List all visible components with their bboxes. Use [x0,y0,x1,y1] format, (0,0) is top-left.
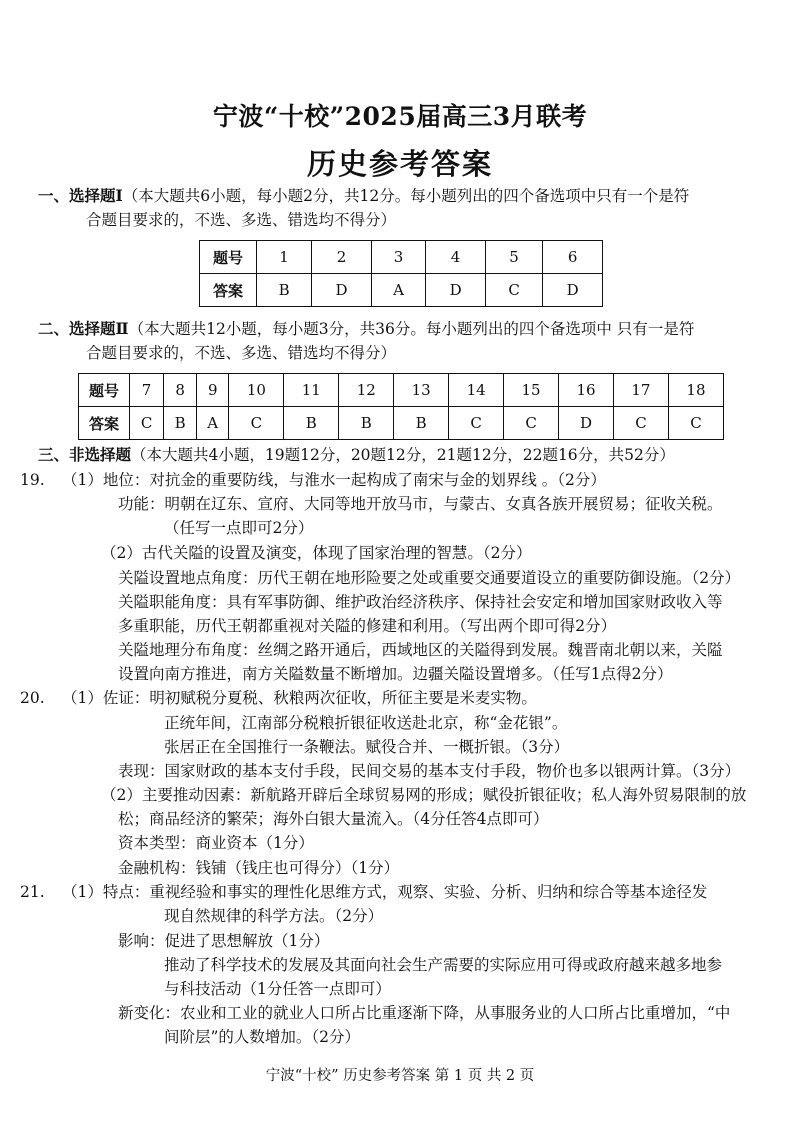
q20-line: 正统年间，江南部分税粮折银征收送赴北京，称“金花银”。 [164,714,568,732]
q21-line: 影响：促进了思想解放（1分） [118,932,330,950]
section2-line1 [38,317,694,341]
table-cell: 6 [543,241,603,274]
table-cell: 2 [312,241,372,274]
table-cell: C [130,407,164,440]
section3-desc: （本大题共4小题，19题12分，20题12分，21题12分，22题16分，共52分） [131,446,675,464]
table-row-numbers [79,374,724,407]
q21-line: 新变化：农业和工业的就业人口所占比重逐渐下降，从事服务业的人口所占比重增加，“中 [118,1004,731,1022]
table-cell: C [229,407,284,440]
q19-line: 关隘地理分布角度：丝绸之路开通后，西域地区的关隘得到发展。魏晋南北朝以来，关隘 [118,641,723,659]
table-cell: B [284,407,339,440]
section2-desc-2: 合题目要求的，不选、多选、错选均不得分） [86,344,397,362]
table-row-numbers [200,241,603,274]
q19-line: 关隘设置地点角度：历代王朝在地形险要之处或重要交通要道设立的重要防御设施。（2分） [118,569,741,587]
table-cell: 12 [339,374,394,407]
table-cell: 3 [371,241,425,274]
table-cell: C [485,274,542,307]
row-label-answer: 答案 [200,274,257,307]
q19-line: 多重职能，历代王朝都重视对关隘的修建和利用。（写出两个即可得2分） [118,617,617,635]
section1-desc-1: （本大题共6小题，每小题2分，共12分。每小题列出的四个备选项中只有一个是符 [122,187,690,205]
section3-heading: 三、非选择题 [38,445,132,464]
table-cell: 4 [426,241,486,274]
q21-line: 推动了科学技术的发展及其面向社会生产需要的实际应用可得或政府越来越多地参 [164,956,723,974]
q19-line: （2）古代关隘的设置及演变，体现了国家治理的智慧。（2分） [101,544,532,562]
table-cell: B [257,274,312,307]
page-title: 历史参考答案 [306,147,493,181]
table-cell: 15 [504,374,559,407]
section2-heading: 二、选择题Ⅱ [38,319,129,338]
q20-line: 资本类型：商业资本（1分） [118,834,314,852]
table-cell: 9 [197,374,229,407]
q21-line: （1）特点：重视经验和事实的理性化思维方式，观察、实验、分析、归纳和综合等基本途径发 [62,883,708,901]
q21-line: 与科技活动（1分任答一点即可） [164,980,391,998]
table-cell: B [164,407,197,440]
q21-line: 现自然规律的科学方法。（2分） [164,907,384,925]
section1-line1 [38,184,689,208]
table-cell: D [426,274,486,307]
table-cell: 11 [284,374,339,407]
q20-line: 表现：国家财政的基本支付手段，民间交易的基本支付手段，物价也多以银两计算。（3分） [118,762,741,780]
table-cell: 16 [559,374,614,407]
q19-line: （1）地位：对抗金的重要防线，与淮水一起构成了南宋与金的划界线 。（2分） [62,471,606,489]
table-cell: 8 [164,374,197,407]
question-19-number: 19. [20,471,45,489]
section3-line [38,443,675,467]
q21-line: 间阶层”的人数增加。（2分） [164,1028,361,1046]
q20-line: 松；商品经济的繁荣；海外白银大量流入。（4分任答4点即可） [118,810,549,828]
table-cell: C [668,407,723,440]
table-cell: 14 [449,374,504,407]
q19-line: （任写一点即可2分） [164,519,314,537]
question-20-number: 20. [20,689,45,707]
table-cell: 17 [613,374,668,407]
table-cell: 10 [229,374,284,407]
section1-answer-table [199,240,603,307]
table-cell: D [559,407,614,440]
table-cell: 5 [485,241,542,274]
row-label-number: 题号 [79,374,130,407]
table-row-answers [200,274,603,307]
table-cell: 7 [130,374,164,407]
table-cell: 18 [668,374,723,407]
table-cell: A [371,274,425,307]
table-cell: D [312,274,372,307]
table-cell: 13 [394,374,449,407]
row-label-answer: 答案 [79,407,130,440]
row-label-number: 题号 [200,241,257,274]
table-cell: 1 [257,241,312,274]
q20-line: 张居正在全国推行一条鞭法。赋役合并、一概折银。（3分） [164,738,570,756]
q19-line: 功能：明朝在辽东、宣府、大同等地开放马市，与蒙古、女真各族开展贸易；征收关税。 [118,495,723,513]
table-cell: B [339,407,394,440]
table-cell: B [394,407,449,440]
table-row-answers [79,407,724,440]
table-cell: C [613,407,668,440]
table-cell: A [197,407,229,440]
q19-line: 设置向南方推进，南方关隘数量不断增加。边疆关隘设置增多。（任写1点得2分） [118,665,673,683]
q20-line: （1）佐证：明初赋税分夏税、秋粮两次征收，所征主要是米麦实物。 [62,689,537,707]
section1-heading: 一、选择题Ⅰ [38,186,123,205]
section1-desc-2: 合题目要求的，不选、多选、错选均不得分） [86,211,397,229]
exam-title: 宁波“十校”2025届高三3月联考 [212,102,588,131]
section2-answer-table [78,373,724,440]
question-21-number: 21. [20,883,45,901]
section2-desc-1: （本大题共12小题，每小题3分，共36分。每小题列出的四个备选项中 只有一是符 [128,320,695,338]
q20-line: （2）主要推动因素：新航路开辟后全球贸易网的形成；赋役折银征收；私人海外贸易限制的放 [101,786,747,804]
table-cell: C [504,407,559,440]
table-cell: D [543,274,603,307]
q20-line: 金融机构：钱铺（钱庄也可得分）（1分） [118,859,400,877]
q19-line: 关隘职能角度：具有军事防御、维护政治经济秩序、保持社会安定和增加国家财政收入等 [118,593,723,611]
page-footer: 宁波“十校” 历史参考答案 第 1 页 共 2 页 [265,1068,535,1084]
table-cell: C [449,407,504,440]
